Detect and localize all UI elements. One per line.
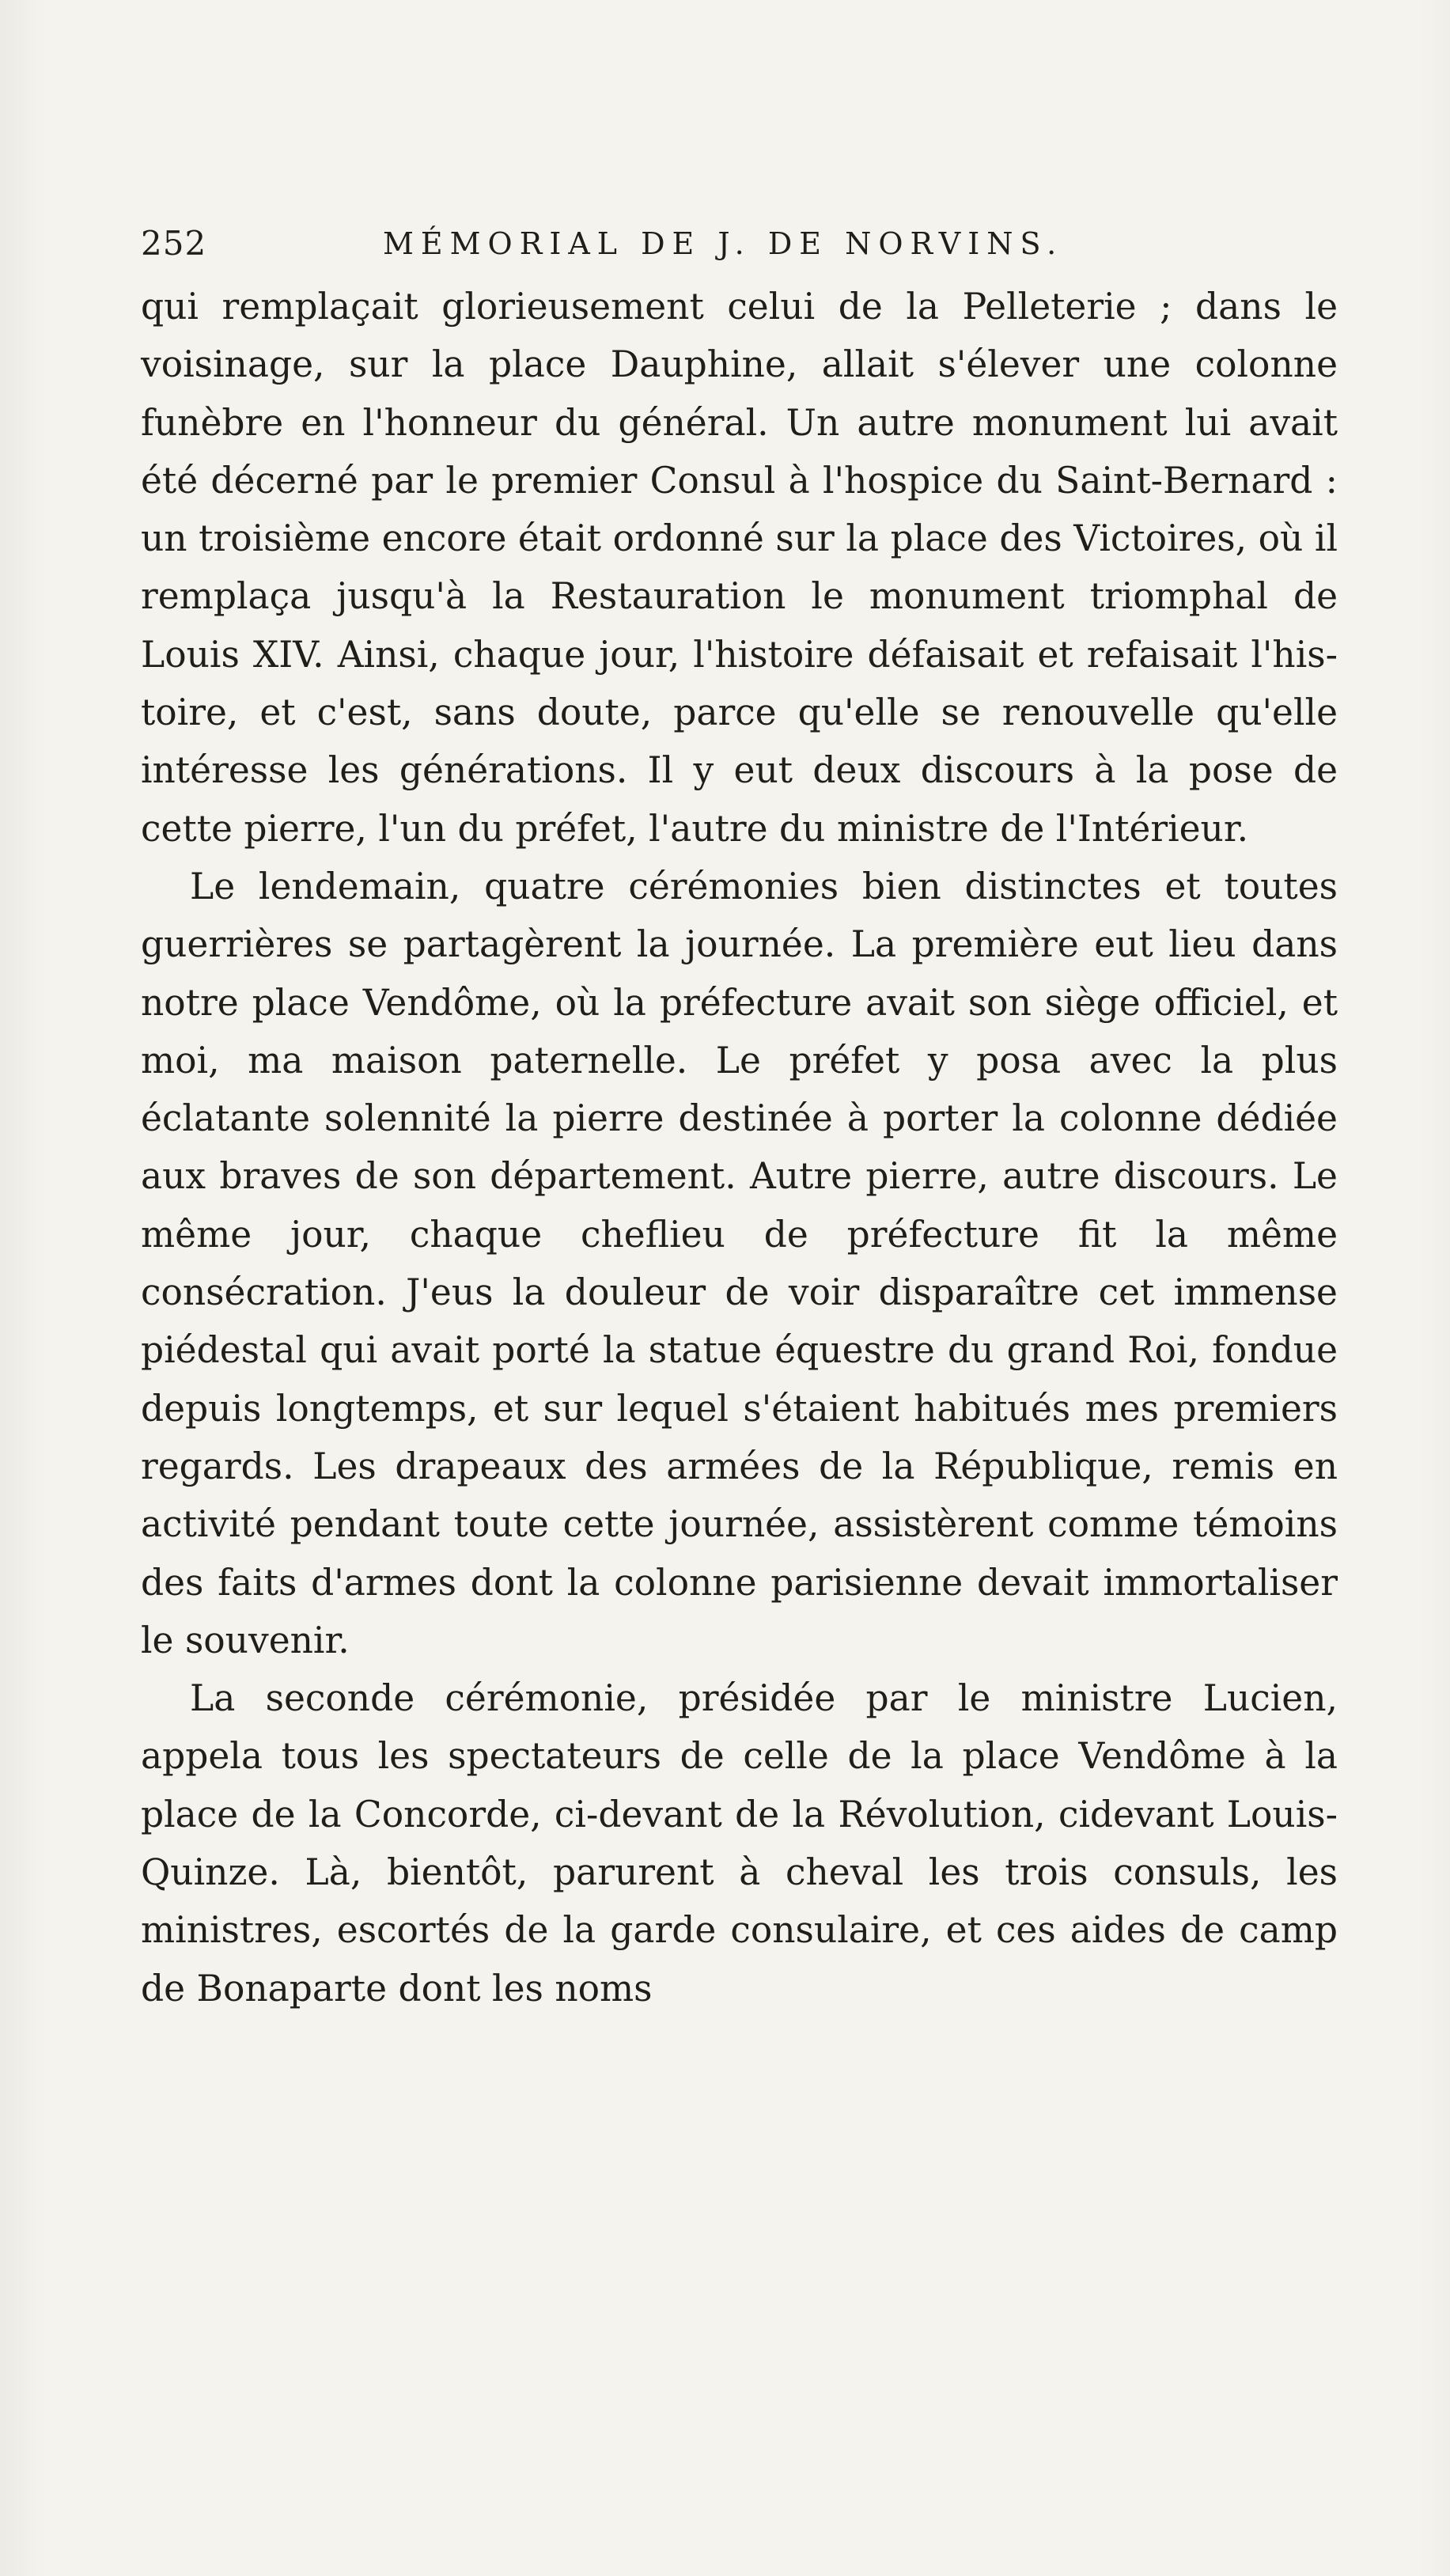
page-number: 252 [141, 224, 207, 263]
paragraph-1: qui remplaçait glorieusement celui de la Pelleterie ; dans le voisinage, sur la place Dauphine, allait s'élever une colonne funèbre en l'honneur du général. Un autre monument lui avait été décerné par le premier Consul à l'hospice du Saint-Bernard : un troisième encore était ordonné sur la place des Victoires, où il remplaça jusqu'à la Restauration le monument triomphal de Louis XIV. Ainsi, chaque jour, l'histoire défaisait et refaisait l'histoire, et c'est, sans doute, parce qu'elle se renouvelle qu'elle intéresse les générations. Il y eut deux discours à la pose de cette pierre, l'un du préfet, l'autre du ministre de l'Intérieur. [141, 286, 1338, 850]
paragraph-3: La seconde cérémonie, présidée par le ministre Lucien, appela tous les spectateurs de celle de la place Vendôme à la place de la Concorde, ci-devant de la Révolution, cidevant Louis-Quinze. Là, bientôt, parurent à cheval les trois consuls, les ministres, escortés de la garde consulaire, et ces aides de camp de Bonaparte dont les noms [141, 1677, 1338, 2010]
paragraph-2: Le lendemain, quatre cérémonies bien distinctes et toutes guerrières se partagèrent la journée. La première eut lieu dans notre place Vendôme, où la préfecture avait son siège officiel, et moi, ma maison paternelle. Le préfet y posa avec la plus éclatante solennité la pierre destinée à porter la colonne dédiée aux braves de son département. Autre pierre, autre discours. Le même jour, chaque cheflieu de préfecture fit la même consécration. J'eus la douleur de voir disparaître cet immense piédestal qui avait porté la statue équestre du grand Roi, fondue depuis longtemps, et sur lequel s'étaient habitués mes premiers regards. Les drapeaux des armées de la République, remis en activité pendant toute cette journée, assistèrent comme témoins des faits d'armes dont la colonne parisienne devait immortaliser le souvenir. [141, 865, 1338, 1661]
page-header [141, 220, 1343, 267]
running-title: MÉMORIAL DE J. DE NORVINS. [383, 226, 1064, 261]
body-text [141, 278, 1338, 2017]
